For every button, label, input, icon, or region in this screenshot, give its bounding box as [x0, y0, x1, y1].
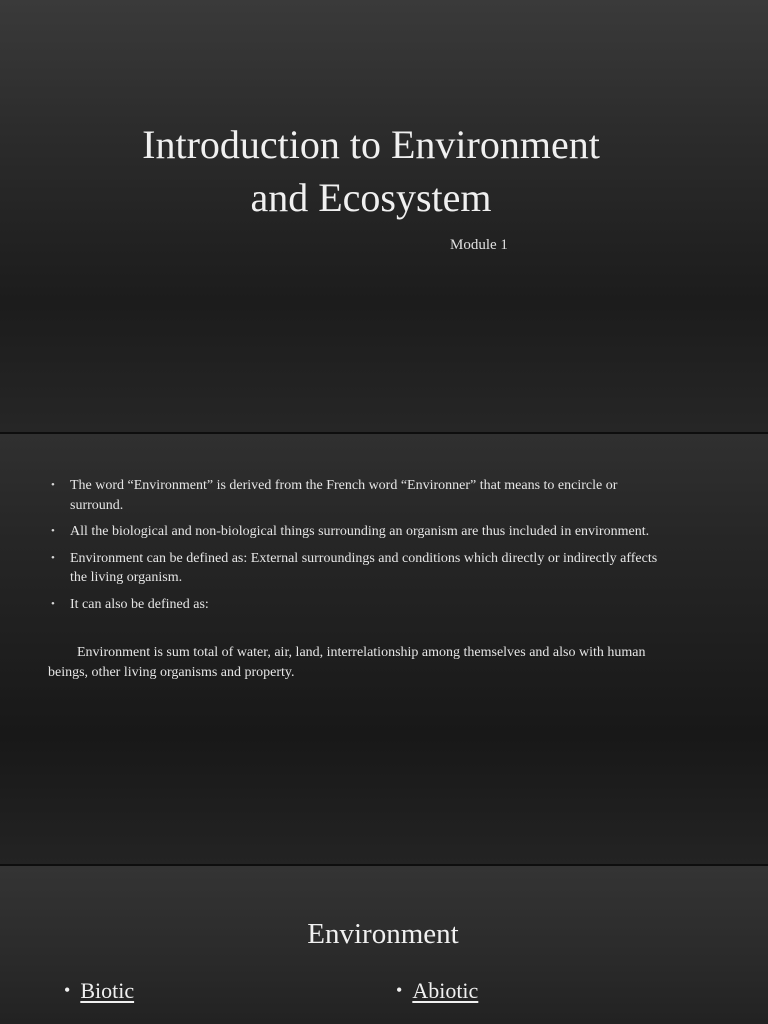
bullet-marker: •: [396, 980, 403, 1000]
bullet-text: It can also be defined as:: [70, 596, 209, 612]
slide-title-heading: [0, 118, 742, 224]
abiotic-heading: [396, 978, 478, 1004]
slide-title: [0, 0, 768, 432]
bullet-marker: •: [51, 479, 55, 491]
bullet-marker: •: [51, 525, 55, 537]
biotic-heading: [64, 978, 134, 1004]
bullet-marker: •: [64, 980, 71, 1000]
title-line-1: Introduction to Environment: [142, 122, 600, 167]
definition-paragraph: Environment is sum total of water, air, land, interrelationship among themselves and also with human beings, other living organisms and property.: [48, 645, 646, 680]
bullet-item: [48, 595, 658, 615]
bullet-text: The word “Environment” is derived from the French word “Environner” that means to encircle or surround.: [70, 478, 618, 513]
slide-environment-title: Environment: [307, 918, 459, 950]
abiotic-label: Abiotic: [412, 978, 479, 1003]
bullet-text: All the biological and non-biological things surrounding an organism are thus included in environment.: [70, 524, 650, 539]
bullet-marker: •: [51, 597, 55, 610]
bullet-text: Environment can be defined as: External surroundings and conditions which directly or indirectly affects the living organism.: [70, 550, 658, 585]
title-line-2: and Ecosystem: [250, 175, 492, 220]
bullet-item: [48, 522, 658, 542]
slide-definition: [0, 434, 768, 864]
definition-bullet-list: [48, 476, 658, 621]
slide-environment: [0, 866, 768, 1024]
bullet-item: [48, 476, 658, 515]
bullet-item: [48, 549, 658, 588]
slide-subtitle: Module 1: [450, 237, 508, 253]
biotic-label: Biotic: [80, 978, 135, 1003]
bullet-marker: •: [51, 551, 55, 564]
